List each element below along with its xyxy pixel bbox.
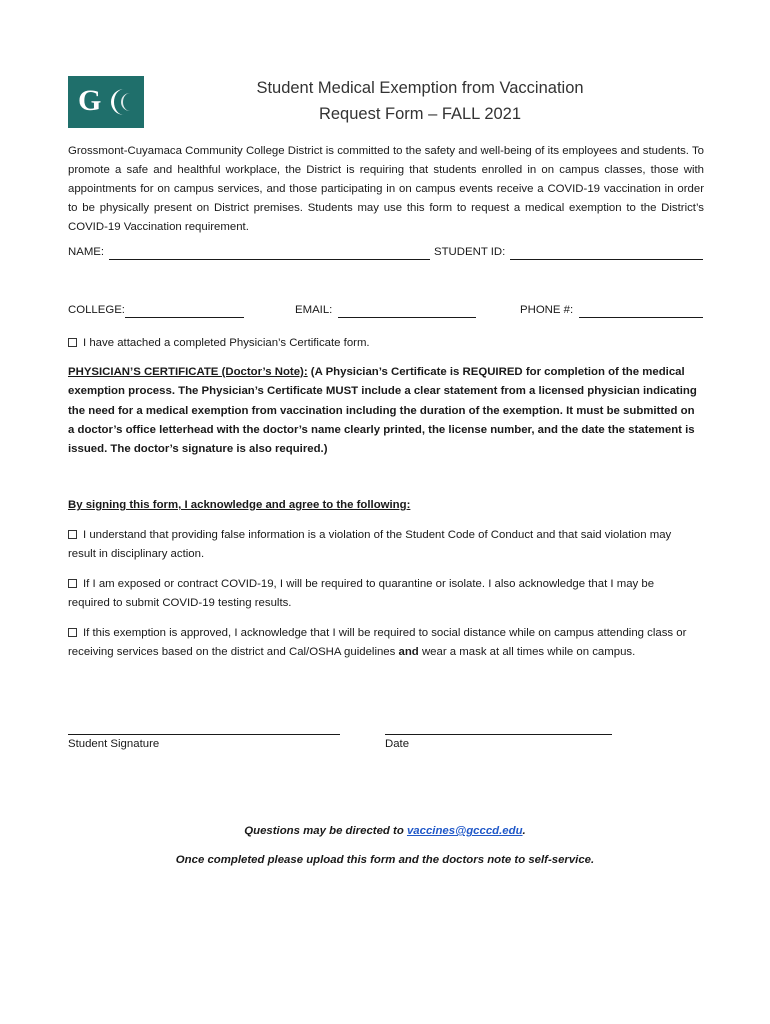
upload-instructions: Once completed please upload this form and the doctors note to self-service. [175, 854, 595, 866]
intro-paragraph: Grossmont-Cuyamaca Community College District is committed to the safety and well-being of its employees and students. To promote a safe and healthful workplace, the District is requiring that students enrolled in on campus classes, those with appointments for on campus services, and those participating in on campus events receive a COVID-19 vaccination in order to be physically present on District premises. Students may use this form to request a medical exemption to the District’s COVID-19 Vaccination requirement. [68, 145, 704, 233]
acknowledgement-text-1: I understand that providing false information is a violation of the Student Code of Conduct and that said violation may result in disciplinary action. [68, 529, 672, 561]
student-id-field[interactable] [510, 259, 703, 260]
questions-line [0, 825, 770, 837]
student-signature-field[interactable] [68, 734, 340, 735]
form-title [170, 75, 670, 127]
title-line-1: Student Medical Exemption from Vaccination [256, 79, 584, 97]
questions-end: . [522, 825, 526, 837]
name-field[interactable] [109, 259, 430, 260]
attached-certificate-checkbox[interactable] [68, 338, 77, 347]
acknowledgement-item-3 [68, 624, 700, 663]
phone-label: PHONE #: [520, 304, 574, 316]
title-line-2: Request Form – FALL 2021 [318, 105, 522, 123]
acknowledgement-checkbox-1[interactable] [68, 530, 77, 539]
name-row [68, 246, 704, 266]
college-logo [68, 76, 144, 128]
contact-row [68, 304, 704, 324]
contact-email-link[interactable]: vaccines@gcccd.edu [406, 825, 523, 837]
college-label: COLLEGE: [68, 304, 125, 316]
email-label: EMAIL: [295, 304, 333, 316]
phone-field[interactable] [579, 317, 703, 318]
attached-certificate-item [68, 334, 708, 353]
acknowledgement-text-3-end: wear a mask at all times while on campus. [418, 646, 636, 659]
acknowledge-heading: By signing this form, I acknowledge and agree to the following: [68, 499, 411, 511]
acknowledgement-checkbox-2[interactable] [68, 579, 77, 588]
student-id-label: STUDENT ID: [434, 246, 506, 258]
questions-text: Questions may be directed to [244, 825, 407, 837]
date-label: Date [385, 738, 410, 750]
physician-certificate-paragraph [68, 363, 704, 459]
physician-certificate-body: (A Physician’s Certificate is REQUIRED for completion of the medical exemption process. The Physician’s Certificate MUST include a clear statement from a licensed physician indicating the need for a medical exemption from vaccination including the duration of the exemption. It must be submitted on a doctor’s office letterhead with the doctor’s name clearly printed, the license number, and the date the statement is issued. The doctor’s signature is also required.) [68, 366, 697, 456]
attached-certificate-label: I have attached a completed Physician’s Certificate form. [83, 337, 370, 349]
acknowledgement-item-2 [68, 575, 698, 614]
email-field[interactable] [338, 317, 476, 318]
acknowledgement-text-3: If this exemption is approved, I acknowledge that I will be required to social distance while on campus attending class or receiving services based on the district and Cal/OSHA guidelines [68, 627, 687, 659]
date-field[interactable] [385, 734, 612, 735]
acknowledgement-text-3-bold: and [398, 646, 419, 659]
acknowledgement-checkbox-3[interactable] [68, 628, 77, 637]
logo-crescent-icon [110, 86, 136, 118]
physician-certificate-heading: PHYSICIAN’S CERTIFICATE (Doctor’s Note): [68, 366, 308, 378]
name-label: NAME: [68, 246, 105, 258]
logo-letter: G [78, 84, 102, 117]
acknowledgement-text-2: If I am exposed or contract COVID-19, I will be required to quarantine or isolate. I also acknowledge that I may be required to submit COVID-19 testing results. [68, 578, 655, 610]
acknowledgement-item-1 [68, 526, 698, 565]
college-field[interactable] [125, 317, 244, 318]
student-signature-label: Student Signature [68, 738, 160, 750]
